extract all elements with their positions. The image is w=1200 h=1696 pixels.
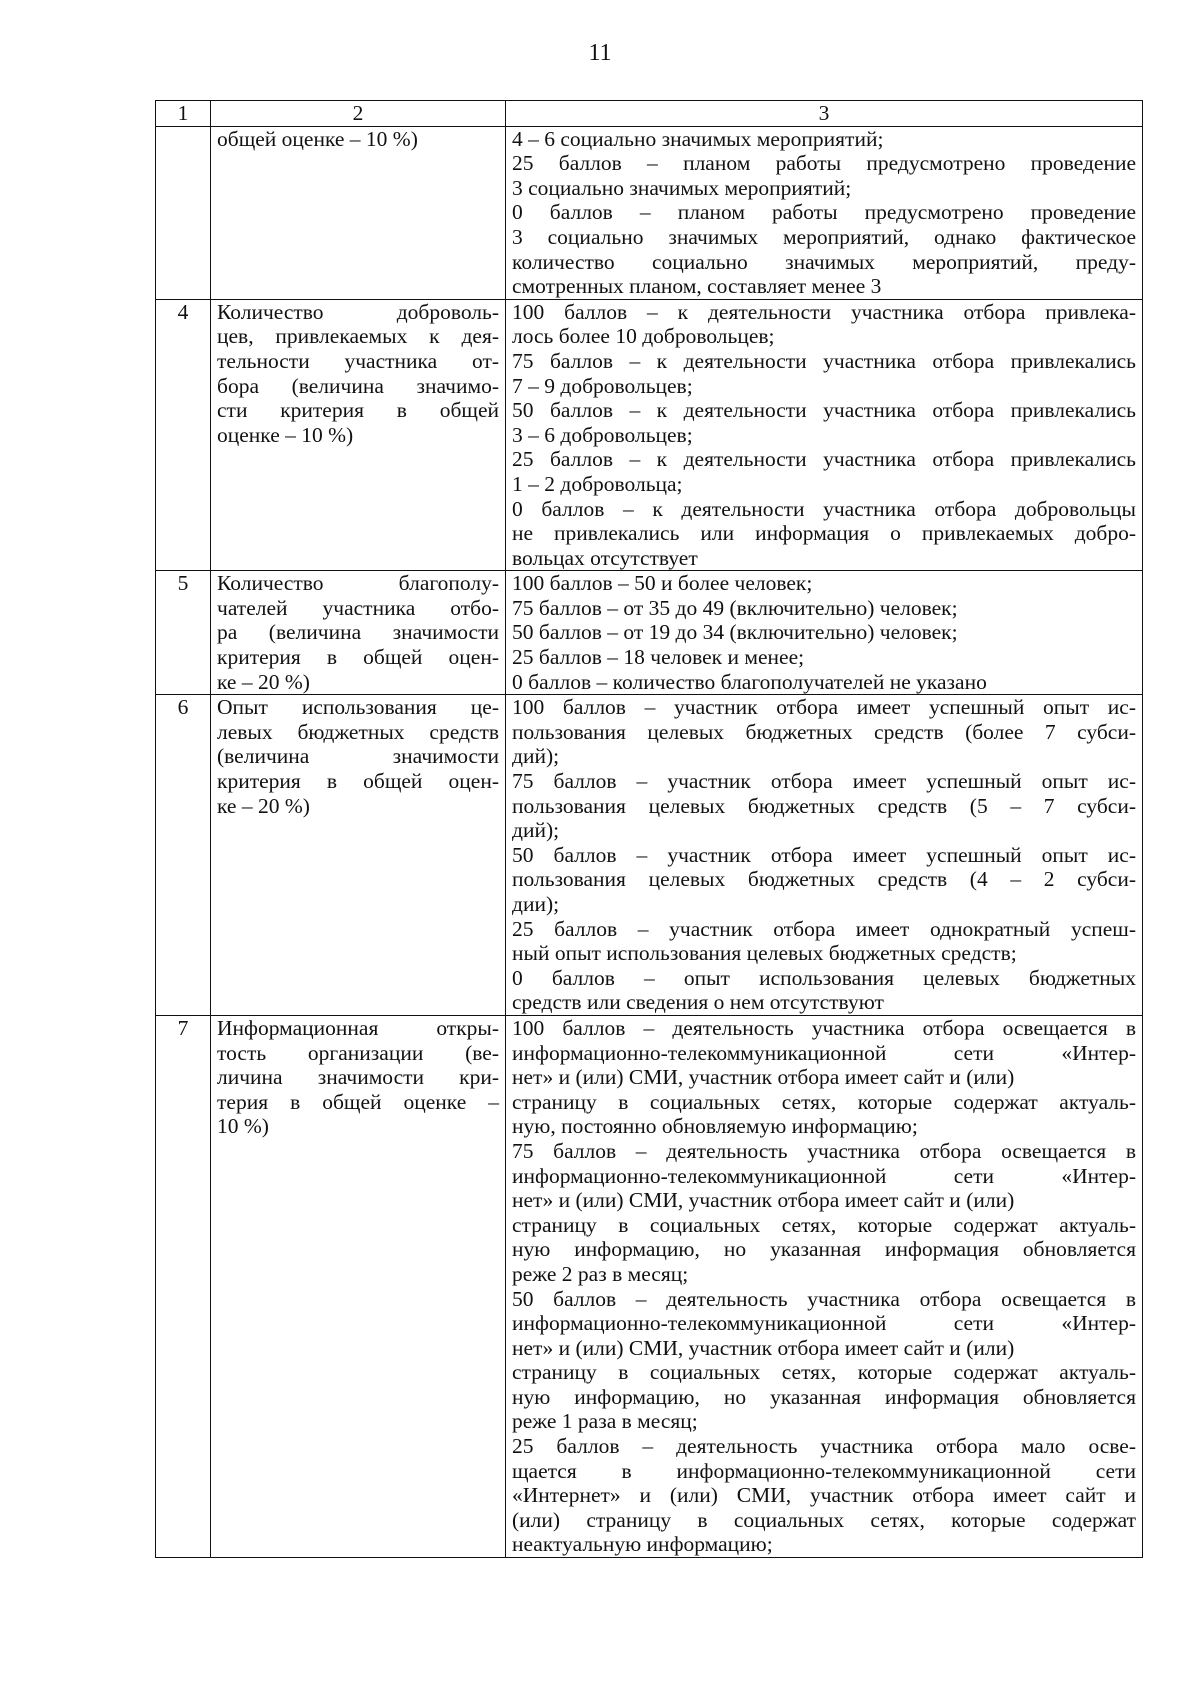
score-text-line: информационно-телекоммуникационной сети «Интер-	[512, 1040, 1136, 1065]
criterion-text-line: Опыт использования це-	[217, 695, 499, 720]
row-number: 6	[156, 695, 211, 1016]
column-header-scores: 3	[506, 101, 1143, 127]
score-text-line: 100 баллов – участник отбора имеет успешный опыт ис-	[512, 695, 1136, 720]
score-text-line: 100 баллов – деятельность участника отбора освещается в	[512, 1015, 1136, 1040]
score-text-line: пользования целевых бюджетных средств (5 – 7 субси-	[512, 793, 1136, 818]
criterion-text-line: критерия в общей оцен-	[217, 769, 499, 794]
score-text-line: реже 1 раза в месяц;	[512, 1409, 698, 1434]
criterion-cell	[211, 695, 506, 1016]
score-text-line: 75 баллов – от 35 до 49 (включительно) человек;	[512, 595, 958, 620]
scores-cell	[506, 571, 1143, 695]
score-text-line: щается в информационно-телекоммуникационной сети	[512, 1458, 1136, 1483]
score-text-line: 0 баллов – планом работы предусмотрено проведение	[512, 200, 1136, 225]
score-text-line: 25 баллов – к деятельности участника отбора привлекались	[512, 447, 1136, 472]
score-text-line: количество социально значимых мероприятий, преду-	[512, 249, 1136, 274]
score-text-line: страницу в социальных сетях, которые содержат актуаль-	[512, 1212, 1136, 1237]
criterion-text-line: общей оценке – 10 %)	[217, 126, 418, 151]
row-number: 7	[156, 1015, 211, 1557]
table-row	[156, 571, 1143, 695]
criterion-text-line: левых бюджетных средств	[217, 719, 499, 744]
table-header-row	[156, 101, 1143, 127]
score-text-line: ную информацию, но указанная информация обновляется	[512, 1384, 1136, 1409]
score-text-line: 3 социально значимых мероприятий, однако фактическое	[512, 224, 1136, 249]
criterion-text-line: терия в общей оценке –	[217, 1089, 499, 1114]
page-number: 11	[588, 40, 612, 66]
criterion-text-line: чателей участника отбо-	[217, 595, 499, 620]
criterion-cell	[211, 126, 506, 299]
criterion-text-line: тость организации (ве-	[217, 1040, 499, 1065]
score-text-line: страницу в социальных сетях, которые содержат актуаль-	[512, 1089, 1136, 1114]
score-text-line: 3 – 6 добровольцев;	[512, 422, 693, 447]
score-text-line: 75 баллов – участник отбора имеет успешный опыт ис-	[512, 769, 1136, 794]
criterion-text-line: личина значимости кри-	[217, 1065, 499, 1090]
score-text-line: неактуальную информацию;	[512, 1532, 773, 1557]
scores-cell	[506, 695, 1143, 1016]
scores-cell	[506, 1015, 1143, 1557]
score-text-line: смотренных планом, составляет менее 3	[512, 274, 882, 299]
row-number: 5	[156, 571, 211, 695]
criterion-text-line: ке – 20 %)	[217, 669, 310, 694]
criterion-text-line: Количество доброволь-	[217, 299, 499, 324]
criterion-text-line: сти критерия в общей	[217, 398, 499, 423]
score-text-line: страницу в социальных сетях, которые содержат актуаль-	[512, 1360, 1136, 1385]
criterion-text-line: Информационная откры-	[217, 1015, 499, 1040]
score-text-line: пользования целевых бюджетных средств (4 – 2 субси-	[512, 867, 1136, 892]
score-text-line: 50 баллов – участник отбора имеет успешный опыт ис-	[512, 842, 1136, 867]
score-text-line: 3 социально значимых мероприятий;	[512, 175, 852, 200]
score-text-line: средств или сведения о нем отсутствуют	[512, 990, 884, 1015]
score-text-line: 1 – 2 добровольца;	[512, 471, 683, 496]
score-text-line: «Интернет» и (или) СМИ, участник отбора имеет сайт и	[512, 1483, 1136, 1508]
score-text-line: нет» и (или) СМИ, участник отбора имеет сайт и (или)	[512, 1065, 1015, 1090]
score-text-line: 0 баллов – опыт использования целевых бюджетных	[512, 965, 1136, 990]
table-row	[156, 695, 1143, 1016]
score-text-line: ную, постоянно обновляемую информацию;	[512, 1114, 918, 1139]
score-text-line: дий);	[512, 818, 560, 843]
score-text-line: реже 2 раз в месяц;	[512, 1261, 689, 1286]
score-text-line: информационно-телекоммуникационной сети «Интер-	[512, 1311, 1136, 1336]
criterion-text-line: цев, привлекаемых к дея-	[217, 324, 499, 349]
score-text-line: 7 – 9 добровольцев;	[512, 373, 693, 398]
table-row	[156, 299, 1143, 571]
score-text-line: нет» и (или) СМИ, участник отбора имеет сайт и (или)	[512, 1188, 1015, 1213]
criteria-table	[155, 100, 1143, 1558]
criterion-cell	[211, 299, 506, 571]
criterion-text-line: бора (величина значимо-	[217, 373, 499, 398]
score-text-line: 100 баллов – 50 и более человек;	[512, 571, 813, 596]
score-text-line: лось более 10 добровольцев;	[512, 324, 775, 349]
score-text-line: не привлекались или информация о привлекаемых добро-	[512, 521, 1136, 546]
score-text-line: 4 – 6 социально значимых мероприятий;	[512, 126, 884, 151]
criterion-text-line: 10 %)	[217, 1114, 269, 1139]
score-text-line: 100 баллов – к деятельности участника отбора привлека-	[512, 299, 1136, 324]
score-text-line: 75 баллов – деятельность участника отбора освещается в	[512, 1138, 1136, 1163]
score-text-line: 50 баллов – деятельность участника отбора освещается в	[512, 1286, 1136, 1311]
score-text-line: 50 баллов – от 19 до 34 (включительно) человек;	[512, 620, 958, 645]
score-text-line: 25 баллов – деятельность участника отбора мало осве-	[512, 1434, 1136, 1459]
table-row	[156, 1015, 1143, 1557]
criterion-cell	[211, 571, 506, 695]
score-text-line: 50 баллов – к деятельности участника отбора привлекались	[512, 398, 1136, 423]
score-text-line: 0 баллов – количество благополучателей не указано	[512, 669, 987, 694]
score-text-line: ную информацию, но указанная информация обновляется	[512, 1237, 1136, 1262]
table-row	[156, 126, 1143, 299]
criterion-text-line: ра (величина значимости	[217, 620, 499, 645]
score-text-line: 75 баллов – к деятельности участника отбора привлекались	[512, 348, 1136, 373]
criterion-cell	[211, 1015, 506, 1557]
scores-cell	[506, 126, 1143, 299]
score-text-line: 25 баллов – планом работы предусмотрено проведение	[512, 151, 1136, 176]
score-text-line: ный опыт использования целевых бюджетных средств;	[512, 941, 1017, 966]
row-number: 4	[156, 299, 211, 571]
scores-cell	[506, 299, 1143, 571]
score-text-line: вольцах отсутствует	[512, 545, 698, 570]
row-number	[156, 126, 211, 299]
criterion-text-line: критерия в общей оцен-	[217, 645, 499, 670]
score-text-line: информационно-телекоммуникационной сети «Интер-	[512, 1163, 1136, 1188]
criterion-text-line: Количество благополу-	[217, 571, 499, 596]
score-text-line: дий);	[512, 744, 560, 769]
score-text-line: 0 баллов – к деятельности участника отбора добровольцы	[512, 496, 1136, 521]
score-text-line: нет» и (или) СМИ, участник отбора имеет сайт и (или)	[512, 1335, 1015, 1360]
score-text-line: дии);	[512, 892, 560, 916]
criterion-text-line: (величина значимости	[217, 744, 499, 769]
score-text-line: 25 баллов – участник отбора имеет однократный успеш-	[512, 916, 1136, 941]
table-body	[156, 126, 1143, 1557]
criterion-text-line: ке – 20 %)	[217, 793, 310, 818]
score-text-line: пользования целевых бюджетных средств (более 7 субси-	[512, 719, 1136, 744]
column-header-criterion: 2	[211, 101, 506, 127]
score-text-line: (или) страницу в социальных сетях, которые содержат	[512, 1507, 1136, 1532]
score-text-line: 25 баллов – 18 человек и менее;	[512, 645, 805, 670]
criterion-text-line: оценке – 10 %)	[217, 422, 354, 447]
criterion-text-line: тельности участника от-	[217, 348, 499, 373]
column-header-number: 1	[156, 101, 211, 127]
